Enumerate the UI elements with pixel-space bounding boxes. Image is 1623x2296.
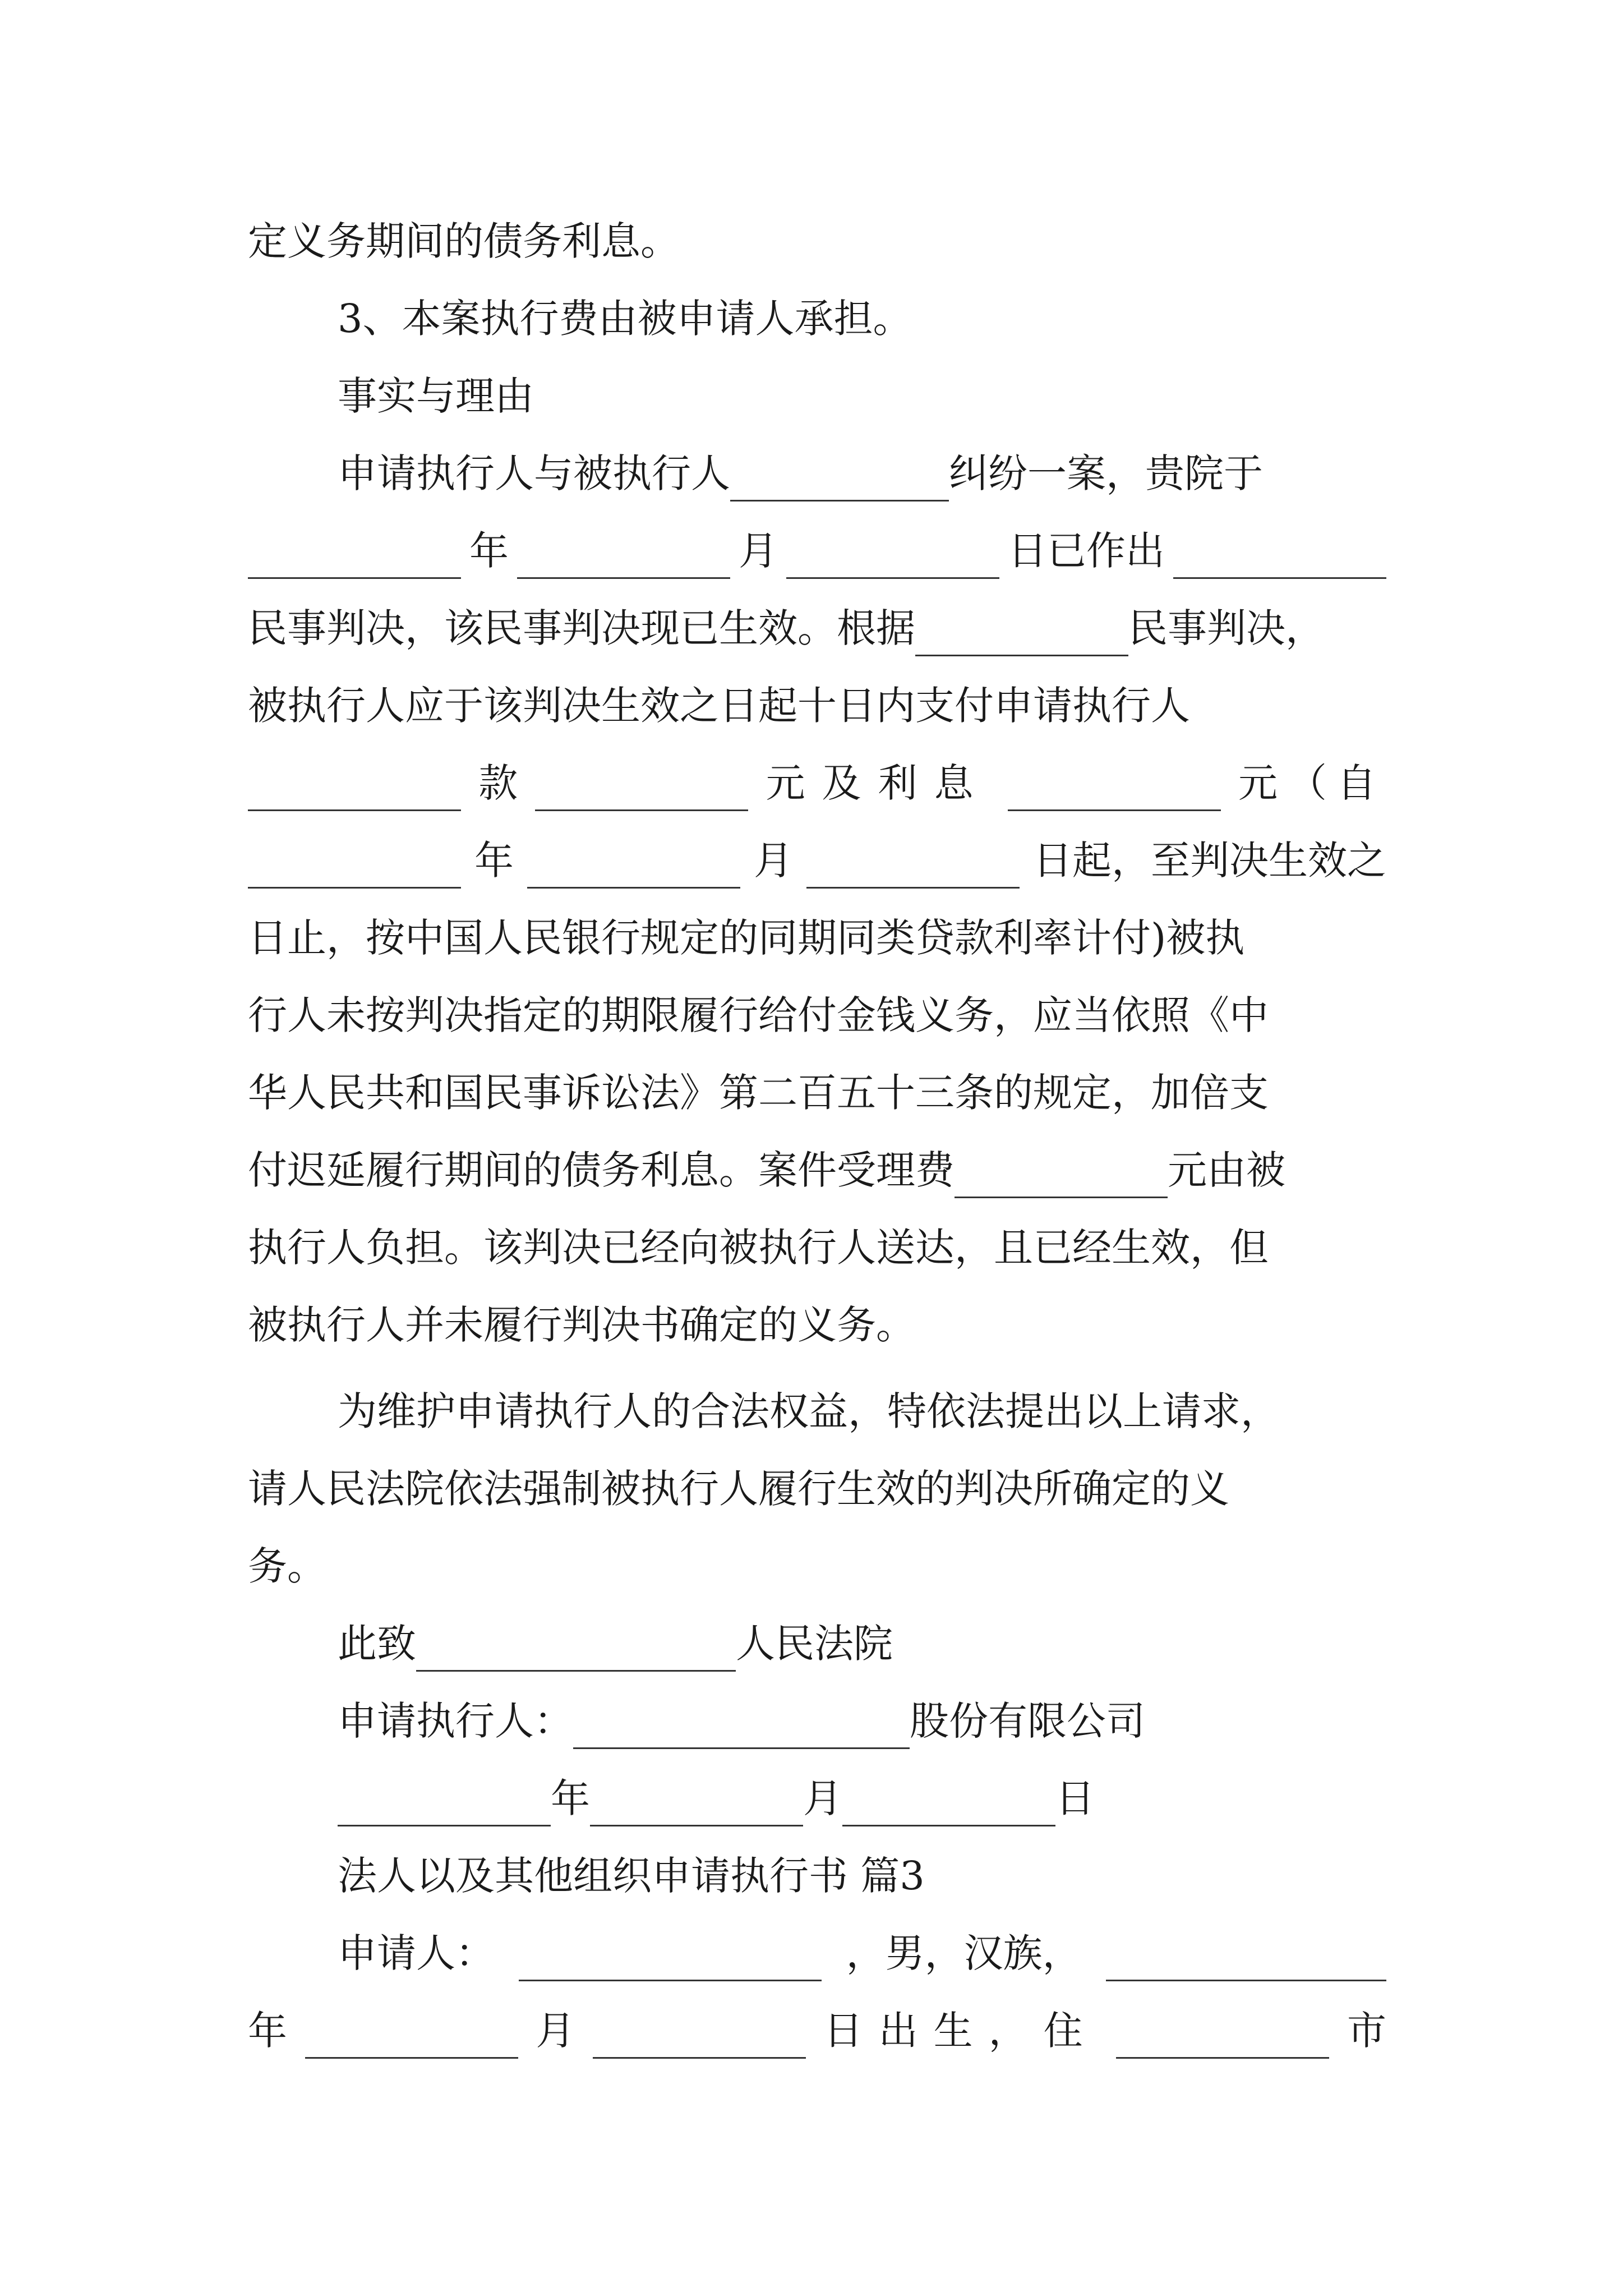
line-segment: 月 <box>754 838 793 884</box>
text-line <box>248 1142 1386 1198</box>
line-segment: 月 <box>739 528 778 574</box>
blank-field[interactable] <box>305 2018 518 2059</box>
line-segment: 市 <box>1347 2008 1386 2054</box>
text-line <box>338 445 1386 501</box>
text-line <box>248 1538 1386 1594</box>
text-line <box>248 2003 1386 2059</box>
blank-field[interactable] <box>527 848 740 889</box>
text-line <box>248 1297 1386 1353</box>
blank-field[interactable] <box>730 461 949 501</box>
blank-field[interactable] <box>416 1631 736 1672</box>
line-text: 为维护申请执行人的合法权益，特依法提出以上请求， <box>338 1388 1280 1434</box>
blank-field[interactable] <box>248 848 461 889</box>
line-segment: 股份有限公司 <box>910 1698 1145 1744</box>
line-segment: 申请执行人： <box>338 1698 573 1744</box>
blank-field[interactable] <box>248 770 461 811</box>
line-text: 被执行人应于该判决生效之日起十日内支付申请执行人 <box>248 683 1190 729</box>
line-segment: 年 <box>469 528 509 574</box>
line-segment: 款 <box>478 760 518 806</box>
line-text: 被执行人并未履行判决书确定的义务。 <box>248 1302 915 1348</box>
line-segment: 付迟延履行期间的债务利息。案件受理费 <box>248 1147 955 1193</box>
text-line <box>248 755 1386 811</box>
blank-field[interactable] <box>593 2018 806 2059</box>
text-line <box>248 1065 1386 1121</box>
text-line <box>248 523 1386 579</box>
blank-field[interactable] <box>955 1157 1168 1198</box>
blank-field[interactable] <box>1106 1940 1386 1981</box>
line-segment: 日起，至判决生效之 <box>1033 838 1386 884</box>
line-segment: 年 <box>474 838 514 884</box>
blank-field[interactable] <box>248 538 461 579</box>
blank-field[interactable] <box>1116 2018 1329 2059</box>
line-segment: 申请执行人与被执行人 <box>338 450 730 496</box>
title-text: 法人以及其他组织申请执行书 篇3 <box>338 1853 925 1899</box>
blank-field[interactable] <box>517 538 730 579</box>
blank-field[interactable] <box>806 848 1020 889</box>
line-segment: 此致 <box>338 1621 416 1667</box>
blank-field[interactable] <box>786 538 999 579</box>
line-text: 务。 <box>248 1543 326 1589</box>
line-segment: 日出生，住 <box>823 2008 1099 2054</box>
line-segment: 民事判决， <box>1128 605 1325 651</box>
line-segment: 纠纷一案，贵院于 <box>949 450 1263 496</box>
text-line <box>338 291 1386 347</box>
text-line <box>248 213 1386 269</box>
line-text: 执行人负担。该判决已经向被执行人送达，且已经生效，但 <box>248 1225 1269 1271</box>
blank-field[interactable] <box>590 1786 803 1826</box>
blank-field[interactable] <box>519 1940 822 1981</box>
line-text: 日止，按中国人民银行规定的同期同类贷款利率计付)被执 <box>248 915 1245 961</box>
text-line <box>248 832 1386 889</box>
text-line <box>338 1383 1386 1439</box>
section-title <box>338 1848 1386 1904</box>
blank-field[interactable] <box>1173 538 1386 579</box>
line-segment: ，男，汉族， <box>846 1930 1082 1976</box>
blank-field[interactable] <box>842 1786 1055 1826</box>
line-text: 请人民法院依法强制被执行人履行生效的判决所确定的义 <box>248 1466 1229 1512</box>
line-segment: 民事判决，该民事判决现已生效。根据 <box>248 605 915 651</box>
blank-field[interactable] <box>1008 770 1221 811</box>
line-segment: 人民法院 <box>736 1621 893 1667</box>
line-text: 行人未按判决指定的期限履行给付金钱义务，应当依照《中 <box>248 992 1269 1038</box>
line-segment: 年 <box>551 1775 590 1821</box>
line-segment: 元（自 <box>1238 760 1386 806</box>
text-line <box>248 1220 1386 1276</box>
line-text: 定义务期间的债务利息。 <box>248 218 680 264</box>
blank-field[interactable] <box>573 1708 910 1749</box>
line-segment: 元及利息 <box>766 760 990 806</box>
line-text: 3、本案执行费由被申请人承担。 <box>338 296 912 342</box>
heading-text: 事实与理由 <box>338 373 534 419</box>
blank-field[interactable] <box>915 615 1128 656</box>
signature-line <box>338 1693 1386 1749</box>
text-line <box>248 1461 1386 1517</box>
salutation-line <box>338 1616 1386 1672</box>
text-line <box>248 678 1386 734</box>
line-segment: 元由被 <box>1168 1147 1285 1193</box>
line-segment: 日 <box>1055 1775 1095 1821</box>
line-segment: 月 <box>803 1775 842 1821</box>
section-heading <box>338 368 1386 424</box>
blank-field[interactable] <box>535 770 748 811</box>
line-segment: 日已作出 <box>1008 528 1165 574</box>
blank-field[interactable] <box>338 1786 551 1826</box>
text-line <box>248 987 1386 1043</box>
text-line <box>248 600 1386 656</box>
date-line <box>338 1770 1386 1826</box>
line-segment: 申请人： <box>338 1930 495 1976</box>
line-text: 华人民共和国民事诉讼法》第二百五十三条的规定，加倍支 <box>248 1070 1269 1116</box>
text-line <box>248 910 1386 966</box>
text-line <box>338 1925 1386 1981</box>
line-segment: 月 <box>536 2008 575 2054</box>
line-segment: 年 <box>248 2008 287 2054</box>
